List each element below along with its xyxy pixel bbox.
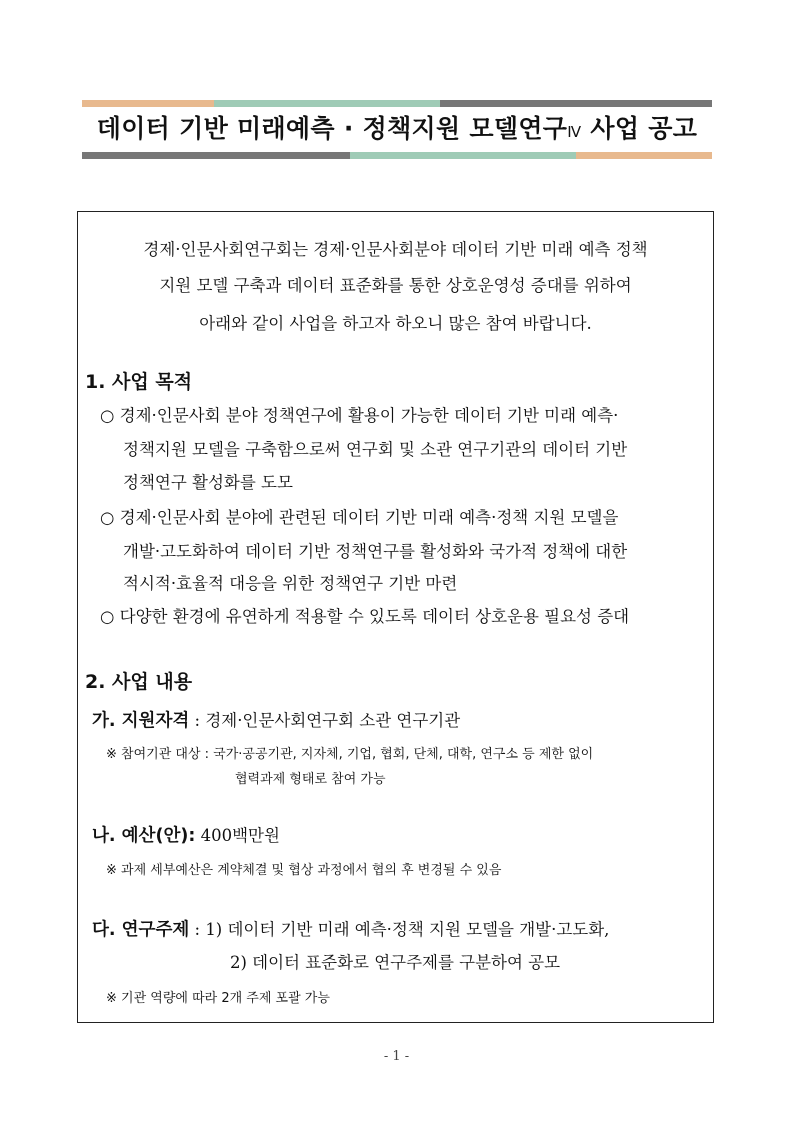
top-bar-teal [214, 100, 440, 107]
top-bar-tan [82, 100, 214, 107]
intro-line-2: 지원 모델 구축과 데이터 표준화를 통한 상호운영성 증대를 위하여 [159, 276, 632, 295]
budget-value: 400백만원 [195, 826, 280, 845]
purpose-bullet-1-line-1: ○ 경제·인문사회 분야 정책연구에 활용이 가능한 데이터 기반 미래 예측· [100, 406, 619, 425]
title-roman: Ⅳ [567, 123, 582, 141]
topic-note: ※ 기관 역량에 따라 2개 주제 포괄 가능 [106, 991, 330, 1006]
section2-heading: 2. 사업 내용 [85, 671, 193, 693]
budget-item [92, 822, 280, 847]
bottom-bar-teal [350, 152, 576, 159]
purpose-bullet-1-line-3: 정책연구 활성화를 도모 [123, 473, 293, 492]
bottom-bar-gray [82, 152, 350, 159]
purpose-bullet-3: ○ 다양한 환경에 유연하게 적용할 수 있도록 데이터 상호운용 필요성 증대 [100, 607, 630, 626]
eligibility-label: 가. 지원자격 [92, 711, 190, 731]
purpose-bullet-2-line-1: ○ 경제·인문사회 분야에 관련된 데이터 기반 미래 예측·정책 지원 모델을 [100, 508, 619, 527]
notice-box [77, 211, 714, 1023]
bottom-bar-tan [576, 152, 712, 159]
eligibility-note-1: ※ 참여기관 대상 : 국가·공공기관, 지자체, 기업, 협회, 단체, 대학, 연구소 등 제한 없이 [106, 747, 594, 762]
topic-label: 다. 연구주제 [92, 920, 190, 940]
intro-line-3: 아래와 같이 사업을 하고자 하오니 많은 참여 바랍니다. [199, 314, 592, 333]
purpose-bullet-1-line-2: 정책지원 모델을 구축함으로써 연구회 및 소관 연구기관의 데이터 기반 [123, 440, 628, 459]
eligibility-value: : 경제·인문사회연구회 소관 연구기관 [189, 711, 461, 730]
budget-label: 나. 예산(안): [92, 826, 196, 846]
top-bar-gray [440, 100, 712, 107]
page-number: - 1 - [383, 1049, 410, 1064]
intro-line-1: 경제·인문사회연구회는 경제·인문사회분야 데이터 기반 미래 예측 정책 [143, 240, 648, 259]
budget-note: ※ 과제 세부예산은 계약체결 및 협상 과정에서 협의 후 변경될 수 있음 [106, 863, 502, 878]
eligibility-note-2: 협력과제 형태로 참여 가능 [235, 772, 386, 787]
page-title: 데이터 기반 미래예측 · 정책지원 모델연구Ⅳ 사업 공고 [96, 114, 698, 143]
topic-value-2: 2) 데이터 표준화로 연구주제를 구분하여 공모 [230, 953, 561, 972]
topic-item [92, 916, 609, 941]
topic-value-1: : 1) 데이터 기반 미래 예측·정책 지원 모델을 개발·고도화, [189, 920, 610, 939]
eligibility-item [92, 707, 460, 732]
purpose-bullet-2-line-2: 개발·고도화하여 데이터 기반 정책연구를 활성화와 국가적 정책에 대한 [123, 542, 628, 561]
section1-heading: 1. 사업 목적 [85, 371, 193, 393]
purpose-bullet-2-line-3: 적시적·효율적 대응을 위한 정책연구 기반 마련 [123, 574, 458, 593]
